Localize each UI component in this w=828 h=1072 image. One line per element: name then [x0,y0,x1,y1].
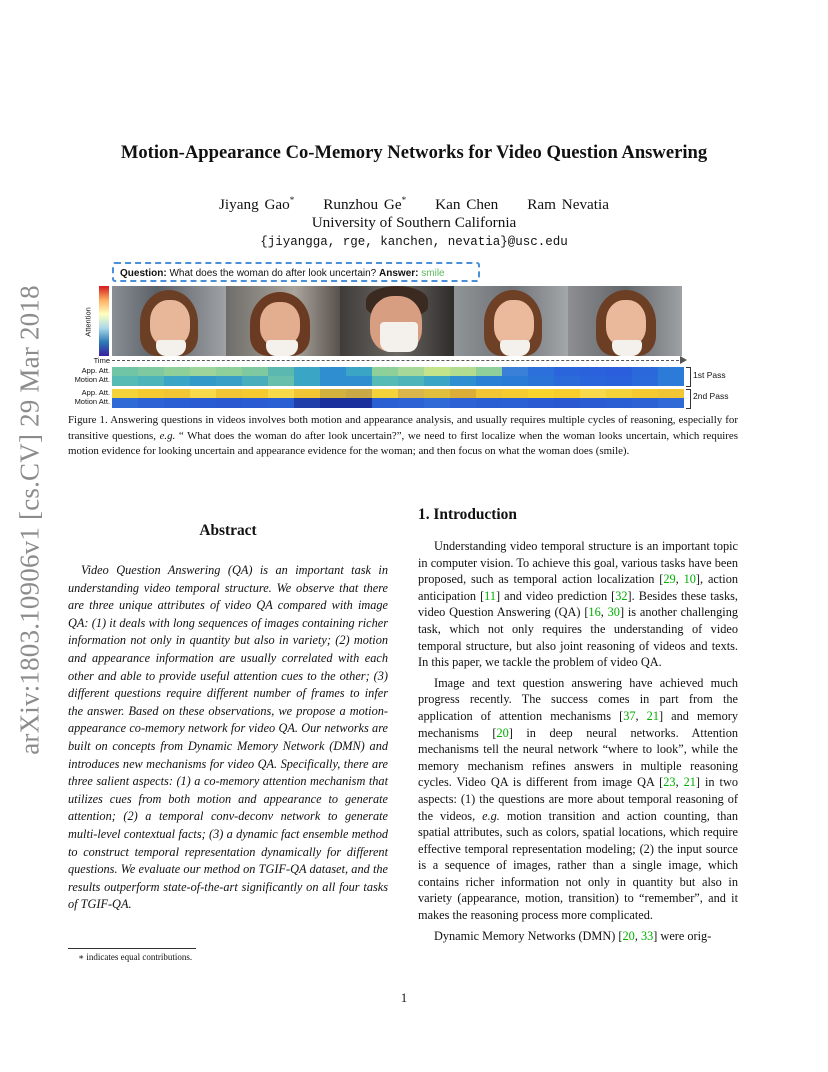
citation-link[interactable]: 20 [622,928,635,943]
paper-title: Motion-Appearance Co-Memory Networks for Video Question Answering [120,142,708,163]
intro-paragraph-3 [418,928,738,945]
text-run: ]. Besides these tasks, video Question Answering (QA) [ [418,588,738,620]
citation-link[interactable]: 33 [640,928,654,943]
heat-cell [346,398,372,408]
pass2-motion-att-label: Motion Att. [74,397,110,406]
text-run: , [635,708,647,723]
heat-cell [476,398,502,408]
heat-cell [320,376,346,386]
heat-cell [528,376,554,386]
arxiv-stamp: arXiv:1803.10906v1 [cs.CV] 29 Mar 2018 [14,285,45,755]
citation-link[interactable]: 30 [607,605,620,620]
section-heading-introduction: 1. Introduction [418,506,517,523]
text-run: Dynamic Memory Networks (DMN) [ [434,928,623,943]
video-frame-2 [226,286,340,356]
heat-cell [372,376,398,386]
pass2-app-att-label: App. Att. [81,388,110,397]
citation-link[interactable]: 10 [683,572,696,587]
text-run: motion transition and action counting, than spatial attributes, such as colors, spatial locations, which require effective temporal representation modeling; (2) the input source is a sequence of images, rather than a single image, which contains richer information not only in quantity but also in variety (appearance, motion, transition) to “remember”, and it makes the reasoning process more complicated. [418,808,738,923]
citation-link[interactable]: 21 [646,708,659,723]
text-run: ] and video prediction [ [496,588,616,603]
heat-cell [424,398,450,408]
heat-cell [450,398,476,408]
pass1-label: 1st Pass [693,370,726,380]
heat-cell [632,398,658,408]
pass2-bracket [686,389,691,409]
text-run: ] in two aspects: (1) the questions are more about temporal reasoning of the videos, [418,775,738,823]
affiliation: University of Southern California [311,214,517,231]
heat-cell [658,376,684,386]
heat-cell [398,398,424,408]
question-box [112,262,480,282]
heat-cell [112,398,138,408]
heat-cell [138,376,164,386]
text-run: , [634,928,641,943]
attention-axis-label: Attention [83,307,93,337]
heat-cell [242,376,268,386]
answer-label: Answer: [379,268,419,279]
citation-link[interactable]: 21 [683,775,696,790]
introduction-body [418,538,738,948]
attention-colorbar [99,286,109,356]
heat-cell [476,376,502,386]
author-4: Ram Nevatia [527,196,609,214]
heat-cell [268,398,294,408]
intro-paragraph-1 [418,538,738,671]
heat-cell [216,376,242,386]
pass1-motion-heatmap [112,376,684,386]
intro-paragraph-2 [418,675,738,924]
time-label: Time [93,356,110,365]
time-axis [112,360,684,361]
page-number: 1 [400,991,408,1005]
heat-cell [242,398,268,408]
citation-link[interactable]: 16 [588,605,601,620]
text-run: Understanding video temporal structure is an important topic in computer vision. To achieve this goal, various tasks have been proposed, such as temporal action localization [ [418,539,738,587]
heat-cell [164,376,190,386]
heat-cell [528,398,554,408]
heat-cell [294,376,320,386]
heat-cell [554,376,580,386]
heat-cell [580,398,606,408]
heat-cell [398,376,424,386]
heat-cell [424,376,450,386]
video-frame-5 [568,286,682,356]
heat-cell [554,398,580,408]
video-frame-1 [112,286,226,356]
heat-cell [138,398,164,408]
heat-cell [112,376,138,386]
text-run: , [675,775,684,790]
citation-link[interactable]: 37 [623,708,636,723]
time-arrow-icon [680,356,687,364]
citation-link[interactable]: 29 [663,572,676,587]
abstract-heading: Abstract [199,522,257,539]
author-list [0,195,828,214]
text-run: ], action anticipation [ [418,572,738,603]
pass2-label: 2nd Pass [693,391,729,401]
citation-link[interactable]: 11 [484,588,497,603]
video-frame-3 [340,286,454,356]
author-1: Jiyang Gao* [219,195,295,214]
heat-cell [346,376,372,386]
heat-cell [372,398,398,408]
author-3: Kan Chen [435,196,499,214]
question-text: What does the woman do after look uncertain? [169,268,377,279]
text-run: ] were orig- [653,928,712,943]
author-emails: {jiyangga, rge, kanchen, nevatia}@usc.edu [260,235,568,249]
citation-link[interactable]: 20 [496,725,509,740]
citation-link[interactable]: 32 [615,588,628,603]
heat-cell [320,398,346,408]
text-run: ] in deep neural networks. Attention mechanisms tell the neural network “where to look”, while the memory mechanism refines answers in multiple reasoning cycles. Video QA is different from image QA [ [418,725,738,790]
text-run: ] is another challenging task, which not only requires the understanding of video temporal structure, but also joint reasoning of videos and texts. In this paper, we tackle the problem of video QA. [418,605,738,670]
text-run: , [675,572,684,587]
heat-cell [658,398,684,408]
heat-cell [580,376,606,386]
abstract-text: Video Question Answering (QA) is an important task in understanding video temporal structure. We observe that there are three unique attributes of video QA compared with image QA: (1) it deals with long sequences of images containing richer information not only in quantity but also in variety; (2) motion and appearance information are usually correlated with each other and able to provide useful attention cues to the other; (3) different questions require different number of frames to infer the answer. Based on these observations, we propose a motion-appearance co-memory network for video QA. Our networks are built on concepts from Dynamic Memory Network (DMN) and introduces new mechanisms for video QA. Specifically, there are three salient aspects: (1) a co-memory attention mechanism that utilizes cues from both motion and appearance to generate attention; (2) a temporal conv-deconv network to generate multi-level contextual facts; (3) a dynamic fact ensemble method to construct temporal representation dynamically for different questions. We evaluate our method on TGIF-QA dataset, and the results outperform state-of-the-art significantly on all four tasks of TGIF-QA. [68,563,388,912]
answer-text: smile [421,268,445,279]
pass1-motion-att-label: Motion Att. [74,375,110,384]
heat-cell [216,398,242,408]
text-run: ] and memory mechanisms [ [418,708,738,740]
question-label: Question: [120,268,167,279]
heat-cell [190,398,216,408]
heat-cell [606,376,632,386]
heat-cell [190,376,216,386]
pass1-app-att-label: App. Att. [81,366,110,375]
video-frame-4 [454,286,568,356]
heat-cell [502,398,528,408]
heat-cell [502,376,528,386]
pass1-bracket [686,367,691,387]
figure-caption: Figure 1. Answering questions in videos involves both motion and appearance analysis, and usually requires multiple cycles of reasoning, especially for transitive questions, e.g. “ What does the woman do after look uncertain?”, we need to first localize when the woman looks uncertain, which requires motion evidence for looking uncertain and appearance evidence for the woman; and then focus on what the woman does (smile). [68,414,738,458]
pass2-motion-heatmap [112,398,684,408]
heat-cell [294,398,320,408]
heat-cell [606,398,632,408]
citation-link[interactable]: 23 [663,775,676,790]
footnote-rule [68,948,196,949]
heat-cell [268,376,294,386]
text-run: Image and text question answering have achieved much progress recently. The success comes in part from the application of attention mechanisms [ [418,675,738,723]
italic-text: e.g. [482,808,500,823]
heat-cell [632,376,658,386]
text-run: , [600,605,608,620]
heat-cell [450,376,476,386]
author-2: Runzhou Ge* [323,195,407,214]
heat-cell [164,398,190,408]
footnote: ∗ indicates equal contributions. [78,952,193,962]
